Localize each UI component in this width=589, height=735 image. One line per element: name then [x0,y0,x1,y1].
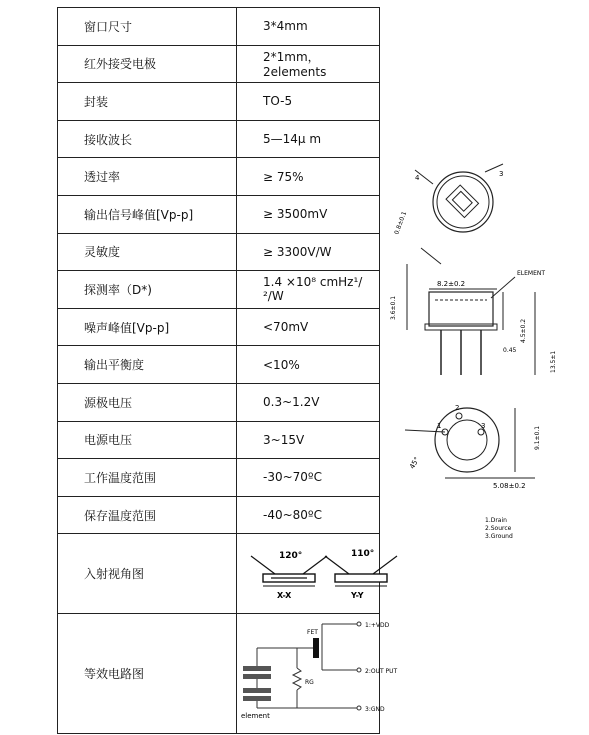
row-label: 探测率（D*) [58,271,237,309]
spec-row [58,83,380,121]
mechanical-drawing [385,160,585,550]
row-label: 输出平衡度 [58,346,237,384]
row-label: 接收波长 [58,120,237,158]
row-value: <10% [237,346,380,384]
row-label: 灵敏度 [58,233,237,271]
row-label: 红外接受电极 [58,45,237,83]
xx-angle: 120° [279,551,303,562]
dim-45: 4.5±0.2 [520,318,527,343]
row-label: 保存温度范围 [58,496,237,534]
spec-row [58,195,380,233]
row-label: 电源电压 [58,421,237,459]
row-value: 3~15V [237,421,380,459]
fet-label: FET [307,629,318,637]
xx-label: X-X [277,591,292,601]
spec-row [58,346,380,384]
circuit-cell [237,614,398,734]
spec-row [58,496,380,534]
spec-row [58,421,380,459]
row-label: 源极电压 [58,383,237,421]
dim-4: 4 [415,174,420,182]
gnd-label: 3:GND [365,706,385,714]
legend-source: 2.Source [485,525,512,532]
row-value: ≥ 3300V/W [237,233,380,271]
dim-045: 0.45 [503,347,517,354]
legend-drain: 1.Drain [485,517,507,524]
yy-label: Y-Y [351,591,364,601]
row-label: 窗口尺寸 [58,8,237,46]
spec-row [58,120,380,158]
spec-row [58,271,380,309]
equivalent-circuit [237,614,407,730]
legend-ground: 3.Ground [485,533,513,540]
spec-row [58,8,380,46]
row-label: 噪声峰值[Vp-p] [58,308,237,346]
spec-row [58,383,380,421]
row-value: 0.3~1.2V [237,383,380,421]
fet-symbol [313,638,319,658]
dim-36: 3.6±0.1 [390,295,397,320]
top-view [393,164,503,264]
dim-135: 13.5±1 [550,350,557,373]
spec-row [58,308,380,346]
angle-45: 45° [408,455,422,471]
dim-82: 8.2±0.2 [437,280,466,288]
spec-row [58,459,380,497]
spec-row [58,158,380,196]
spec-row [58,45,380,83]
element-label: element [241,712,270,721]
output-label: 2:OUT PUT [365,668,398,676]
pin-3: 3 [481,422,486,430]
row-value: 5—14μ m [237,120,380,158]
row-angle [58,534,380,614]
row-label: 透过率 [58,158,237,196]
row-value: ≥ 75% [237,158,380,196]
row-value: ≥ 3500mV [237,195,380,233]
yy-angle: 110° [351,549,375,560]
row-label: 输出信号峰值[Vp-p] [58,195,237,233]
row-value: <70mV [237,308,380,346]
row-value: 2*1mm，2elements [237,45,380,83]
dim-08: 0.8±0.1 [393,210,409,236]
row-value: -40~80ºC [237,496,380,534]
row-value: 3*4mm [237,8,380,46]
bottom-view [405,404,541,490]
spec-row [58,233,380,271]
row-label: 等效电路图 [58,614,237,734]
row-circuit [58,614,380,734]
dim-91: 9.1±0.1 [534,425,541,450]
rg-label: RG [305,679,314,687]
pin-2: 2 [455,404,460,412]
row-value: 1.4 ×10⁸ cmHz¹/²/W [237,271,380,309]
view-angle-diagram [237,534,405,610]
dim-3: 3 [499,170,504,178]
angle-diagram-cell [237,534,380,614]
row-label: 入射视角图 [58,534,237,614]
vdd-label: 1:+VDD [365,622,390,630]
pin-1: 1 [437,422,442,430]
row-value: -30~70ºC [237,459,380,497]
side-view [390,264,557,375]
row-value: TO-5 [237,83,380,121]
element-callout: ELEMENT [517,270,546,277]
dim-508: 5.08±0.2 [493,482,526,490]
row-label: 工作温度范围 [58,459,237,497]
row-label: 封装 [58,83,237,121]
